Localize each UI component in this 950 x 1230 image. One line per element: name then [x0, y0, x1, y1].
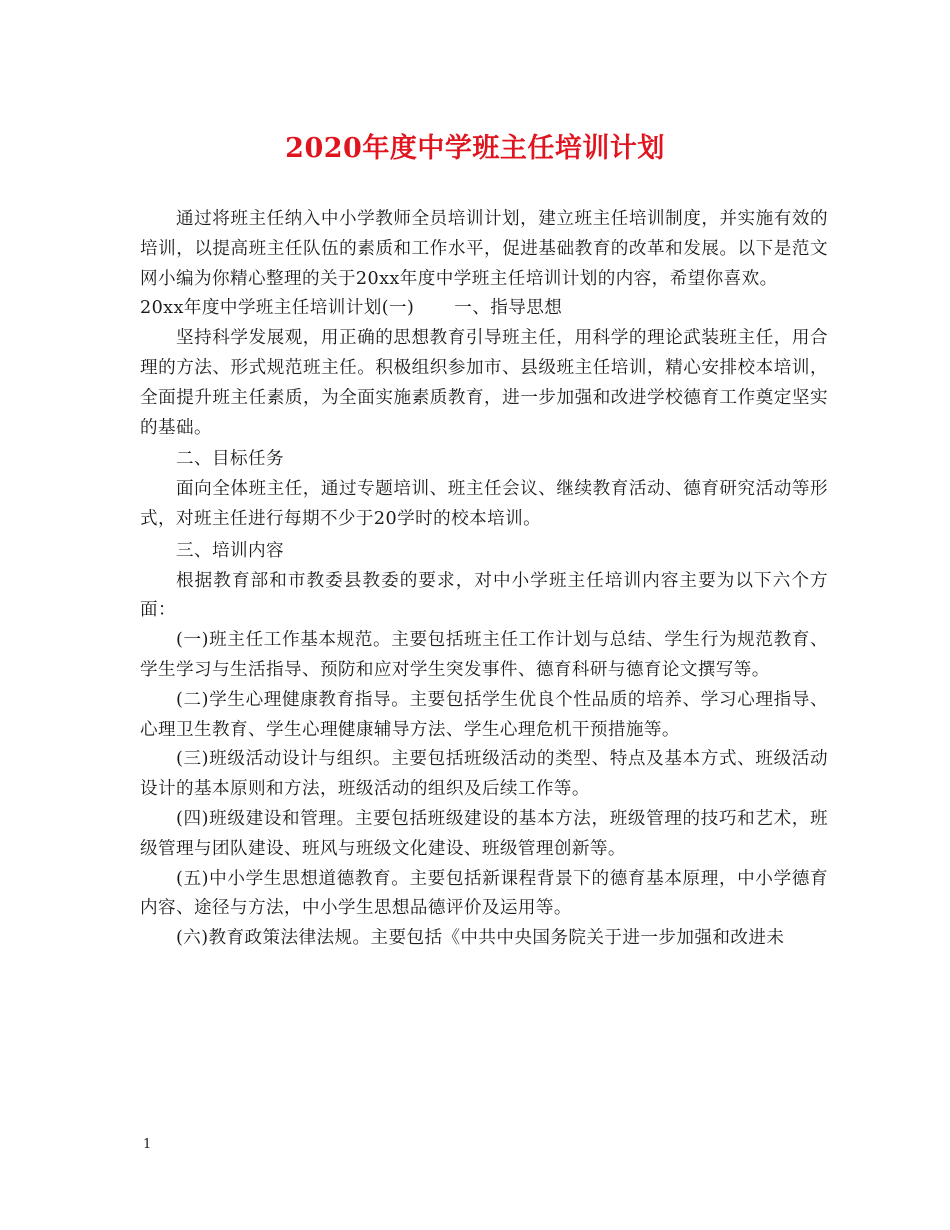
section1-paragraph: 坚持科学发展观，用正确的思想教育引导班主任，用科学的理论武装班主任，用合理的方法、形式规范班主任。积极组织参加市、县级班主任培训，精心安排校本培训，全面提升班主任素质，为全面实施素质教育，进一步加强和改进学校德育工作奠定坚实的基础。	[140, 328, 828, 438]
section2-heading: 二、目标任务	[176, 449, 284, 470]
section3-heading: 三、培训内容	[176, 540, 284, 561]
content-item-6: (六)教育政策法律法规。主要包括《中共中央国务院关于进一步加强和改进未	[176, 928, 785, 949]
content-item-3: (三)班级活动设计与组织。主要包括班级活动的类型、特点及基本方式、班级活动设计的基本原则和方法，班级活动的组织及后续工作等。	[140, 749, 828, 800]
content-item-4: (四)班级建设和管理。主要包括班级建设的基本方法，班级管理的技巧和艺术，班级管理与团队建设、班风与班级文化建设、班级管理创新等。	[140, 808, 828, 859]
content-item-1: (一)班主任工作基本规范。主要包括班主任工作计划与总结、学生行为规范教育、学生学习与生活指导、预防和应对学生突发事件、德育科研与德育论文撰写等。	[140, 630, 828, 680]
section1-heading: 一、指导思想	[454, 298, 563, 319]
section3-paragraph: 根据教育部和市教委县教委的要求，对中小学班主任培训内容主要为以下六个方面：	[140, 570, 828, 621]
intro-paragraph: 通过将班主任纳入中小学教师全员培训计划，建立班主任培训制度，并实施有效的培训，以提高班主任队伍的素质和工作水平，促进基础教育的改革和发展。以下是范文网小编为你精心整理的关于20xx年度中学班主任培训计划的内容，希望你喜欢。	[140, 209, 828, 289]
section2-paragraph: 面向全体班主任，通过专题培训、班主任会议、继续教育活动、德育研究活动等形式，对班主任进行每期不少于20学时的校本培训。	[140, 479, 828, 529]
page-number: 1	[143, 1137, 152, 1152]
document-title: 2020年度中学班主任培训计划	[285, 133, 665, 164]
plan-label: 20xx年度中学班主任培训计划(一)	[140, 298, 415, 319]
content-item-2: (二)学生心理健康教育指导。主要包括学生优良个性品质的培养、学习心理指导、心理卫生教育、学生心理健康辅导方法、学生心理危机干预措施等。	[140, 689, 828, 740]
document-body	[140, 205, 828, 954]
content-item-5: (五)中小学生思想道德教育。主要包括新课程背景下的德育基本原理，中小学德育内容、途径与方法，中小学生思想品德评价及运用等。	[140, 868, 828, 919]
plan-heading-line	[140, 294, 828, 324]
